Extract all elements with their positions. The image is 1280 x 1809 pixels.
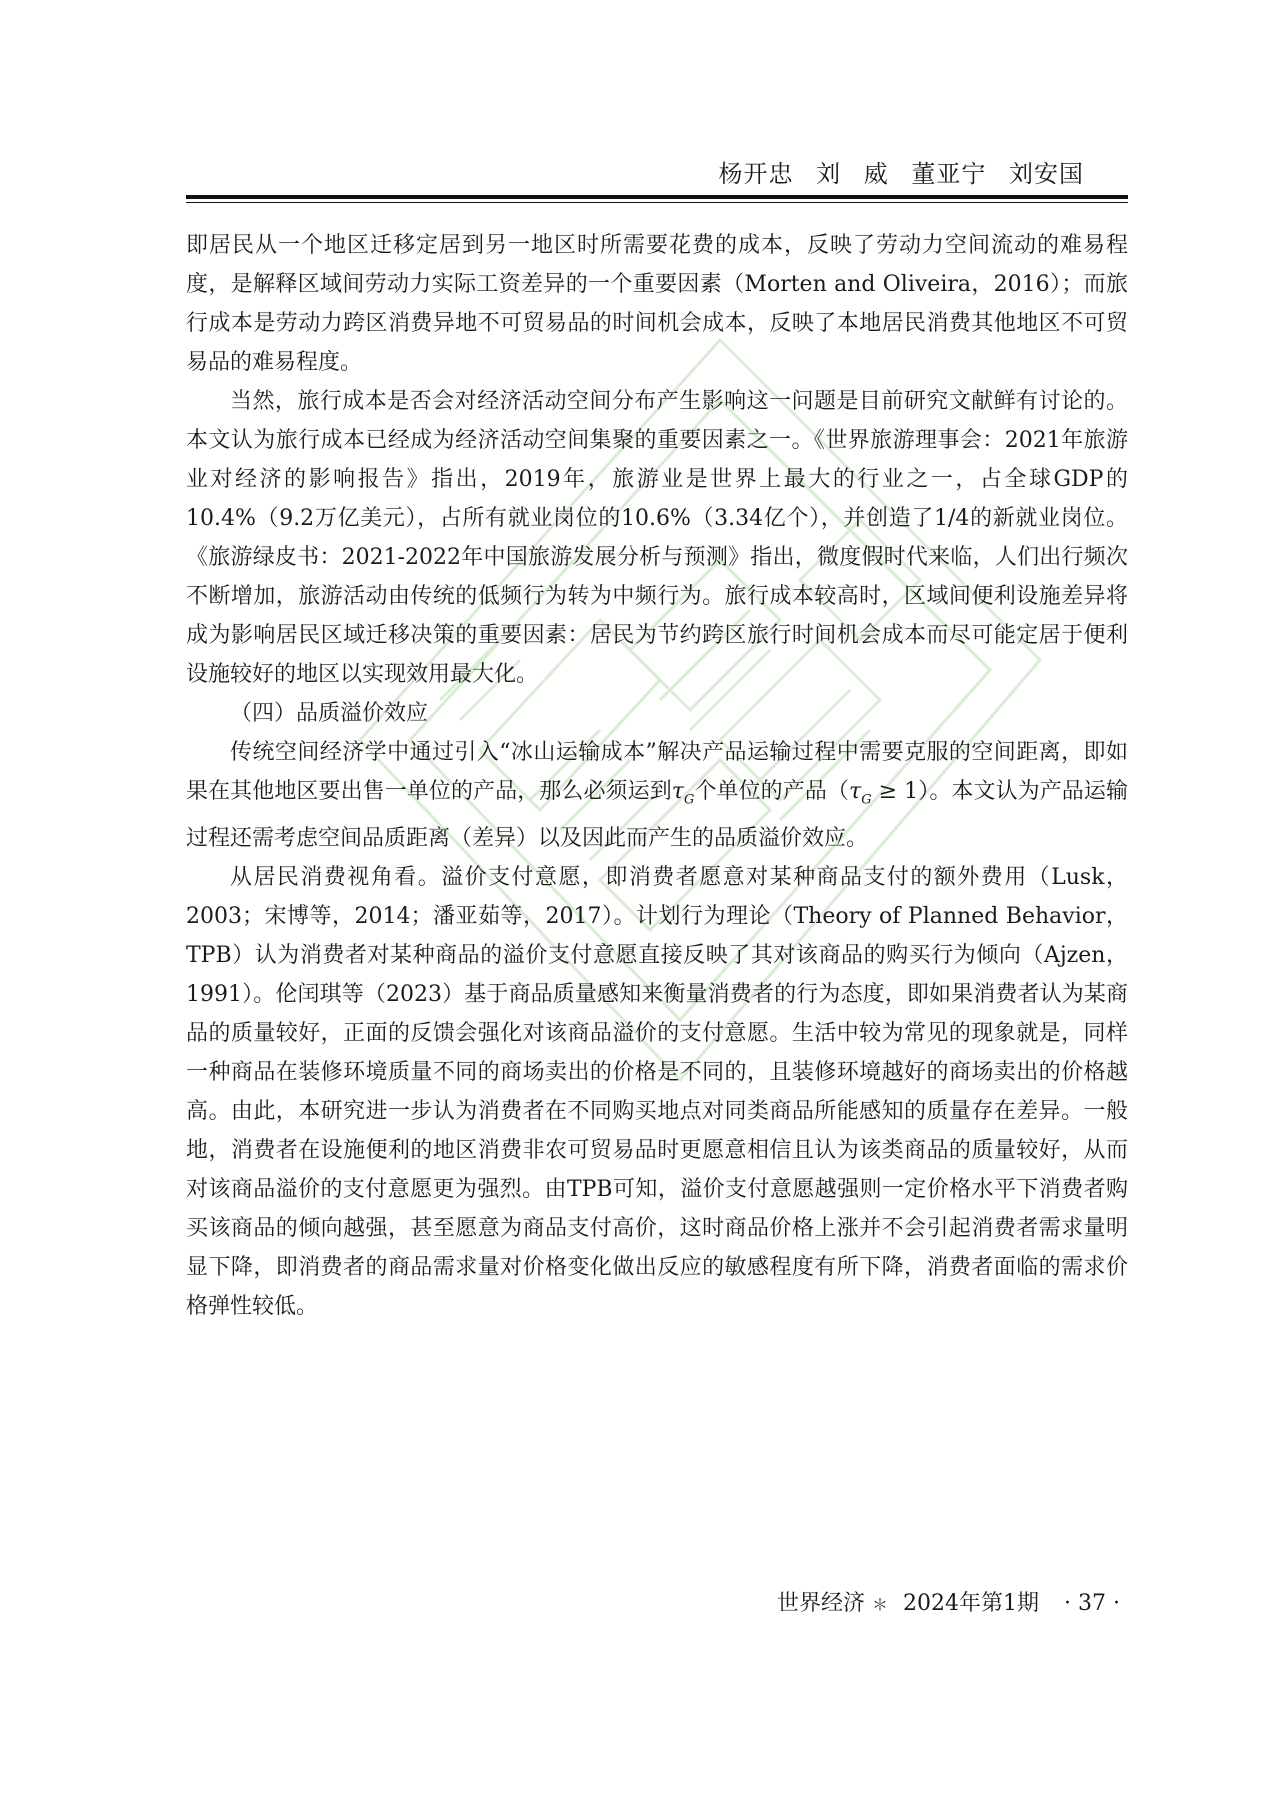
paragraph-3-part3: ≥ 1）。本文认为产品运输过程还需考虑空间品质距离（差异）以及因此而产生的品质溢价效应。 <box>186 779 1128 852</box>
body-text <box>186 226 1128 1326</box>
section-heading: （四）品质溢价效应 <box>230 701 429 726</box>
paragraph-2: 当然，旅行成本是否会对经济活动空间分布产生影响这一问题是目前研究文献鲜有讨论的。本文认为旅行成本已经成为经济活动空间集聚的重要因素之一。《世界旅游理事会：2021年旅游业对经济的影响报告》指出，2019年，旅游业是世界上最大的行业之一，占全球GDP的10.4%（9.2万亿美元），占所有就业岗位的10.6%（3.34亿个），并创造了1/4的新就业岗位。《旅游绿皮书：2021-2022年中国旅游发展分析与预测》指出，微度假时代来临，人们出行频次不断增加，旅游活动由传统的低频行为转为中频行为。旅行成本较高时，区域间便利设施差异将成为影响居民区域迁移决策的重要因素：居民为节约跨区旅行时间机会成本而尽可能定居于便利设施较好的地区以实现效用最大化。 <box>186 389 1128 687</box>
tau-subscript-2: G <box>861 792 872 808</box>
issue-label: 2024年第1期 <box>903 1591 1040 1616</box>
tau-symbol: τ <box>671 779 684 804</box>
paragraph-3-part1: 传统空间经济学中通过引入“冰山运输成本”解决产品运输过程中需要克服的空间距离，即如果在其他地区要出售一单位的产品，那么必须运到 <box>186 740 1128 804</box>
tau-symbol-2: τ <box>849 779 862 804</box>
paragraph-1: 即居民从一个地区迁移定居到另一地区时所需要花费的成本，反映了劳动力空间流动的难易程度，是解释区域间劳动力实际工资差异的一个重要因素（Morten and Oliveira，2016）；而旅行成本是劳动力跨区消费异地不可贸易品的时间机会成本，反映了本地居民消费其他地区不可贸易品的难易程度。 <box>186 233 1128 375</box>
header-rule-thin <box>186 202 1128 203</box>
running-head-authors: 杨开忠 刘 威 董亚宁 刘安国 <box>718 160 1084 188</box>
header-rule-thick <box>186 195 1128 199</box>
page-number: · 37 · <box>1064 1591 1120 1616</box>
journal-star: ＊ <box>872 1595 889 1614</box>
paragraph-4: 从居民消费视角看。溢价支付意愿，即消费者愿意对某种商品支付的额外费用（Lusk，2003；宋博等，2014；潘亚茹等，2017）。计划行为理论（Theory of Planned Behavior，TPB）认为消费者对某种商品的溢价支付意愿直接反映了其对该商品的购买行为倾向（Ajzen，1991）。伦闰琪等（2023）基于商品质量感知来衡量消费者的行为态度，即如果消费者认为某商品的质量较好，正面的反馈会强化对该商品溢价的支付意愿。生活中较为常见的现象就是，同样一种商品在装修环境质量不同的商场卖出的价格是不同的，且装修环境越好的商场卖出的价格越高。由此，本研究进一步认为消费者在不同购买地点对同类商品所能感知的质量存在差异。一般地，消费者在设施便利的地区消费非农可贸易品时更愿意相信且认为该类商品的质量较好，从而对该商品溢价的支付意愿更为强烈。由TPB可知，溢价支付意愿越强则一定价格水平下消费者购买该商品的倾向越强，甚至愿意为商品支付高价，这时商品价格上涨并不会引起消费者需求量明显下降，即消费者的商品需求量对价格变化做出反应的敏感程度有所下降，消费者面临的需求价格弹性较低。 <box>186 865 1128 1320</box>
tau-subscript: G <box>683 792 695 808</box>
page-footer <box>700 1590 1130 1619</box>
journal-name: 世界经济 <box>777 1591 866 1616</box>
paragraph-3-part2: 个单位的产品（ <box>694 779 850 804</box>
paragraph-3 <box>186 733 1128 858</box>
